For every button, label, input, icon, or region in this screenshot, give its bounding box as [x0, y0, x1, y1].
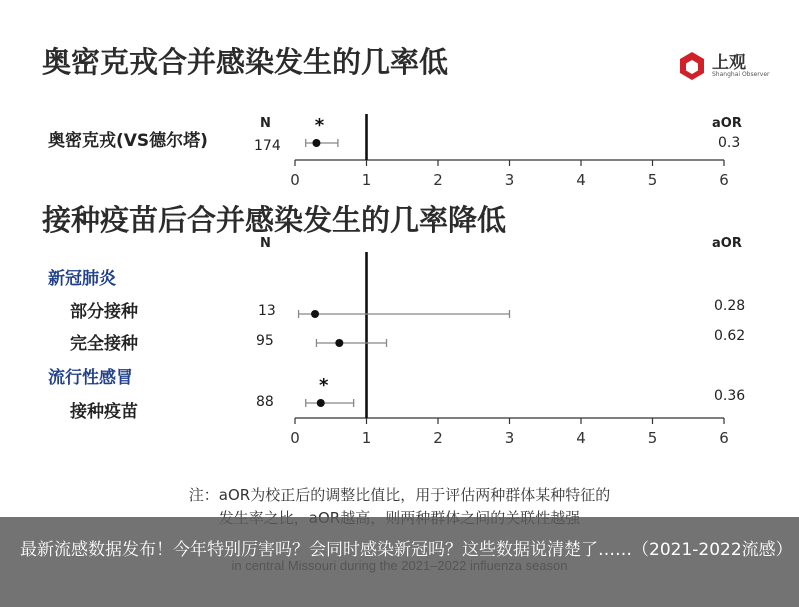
n-header: N: [260, 236, 271, 251]
x-tick-label: 4: [576, 429, 586, 447]
aor-value: 0.3: [718, 135, 741, 151]
x-tick-label: 0: [290, 171, 300, 189]
point-estimate: [335, 339, 343, 347]
significance-star: *: [314, 115, 325, 136]
logo-text: 上观: [712, 53, 746, 73]
row-label-flu-vaccine: 接种疫苗: [70, 402, 138, 422]
x-tick-label: 6: [719, 429, 729, 447]
chart-title-vaccination: 接种疫苗后合并感染发生的几率降低: [42, 203, 507, 237]
category-flu: 流行性感冒: [48, 368, 133, 388]
aor-value: 0.28: [714, 298, 746, 314]
note-line-1: 注：aOR为校正后的调整比值比，用于评估两种群体某种特征的: [188, 486, 611, 504]
point-estimate: [312, 139, 320, 147]
n-header: N: [260, 116, 271, 131]
point-estimate: [317, 399, 325, 407]
aor-value: 0.62: [714, 328, 746, 344]
x-tick-label: 3: [504, 429, 515, 447]
x-tick-label: 2: [433, 171, 443, 189]
x-tick-label: 5: [647, 171, 658, 189]
x-tick-label: 2: [433, 429, 443, 447]
x-tick-label: 1: [361, 429, 372, 447]
row-label-partial: 部分接种: [70, 302, 138, 322]
aor-header: aOR: [712, 236, 742, 251]
aor-value: 0.36: [714, 388, 746, 404]
x-tick-label: 5: [647, 429, 658, 447]
aor-header: aOR: [712, 116, 742, 131]
n-value: 13: [258, 303, 276, 319]
x-tick-label: 3: [504, 171, 515, 189]
row-label-omicron: 奥密克戎(VS德尔塔): [48, 131, 208, 151]
article-headline[interactable]: 最新流感数据发布！今年特别厉害吗？会同时感染新冠吗？这些数据说清楚了……（2021-2022流感）: [20, 540, 793, 560]
n-value: 174: [254, 138, 281, 154]
chart-title-omicron: 奥密克戎合并感染发生的几率低: [42, 45, 449, 79]
point-estimate: [311, 310, 319, 318]
n-value: 95: [256, 333, 274, 349]
n-value: 88: [256, 394, 274, 410]
x-tick-label: 0: [290, 429, 300, 447]
row-label-full: 完全接种: [70, 334, 138, 354]
logo-subtext: Shanghai Observer: [712, 71, 770, 78]
x-tick-label: 1: [361, 171, 372, 189]
significance-star: *: [319, 375, 329, 396]
x-tick-label: 6: [719, 171, 729, 189]
category-covid: 新冠肺炎: [48, 269, 116, 289]
x-tick-label: 4: [576, 171, 586, 189]
